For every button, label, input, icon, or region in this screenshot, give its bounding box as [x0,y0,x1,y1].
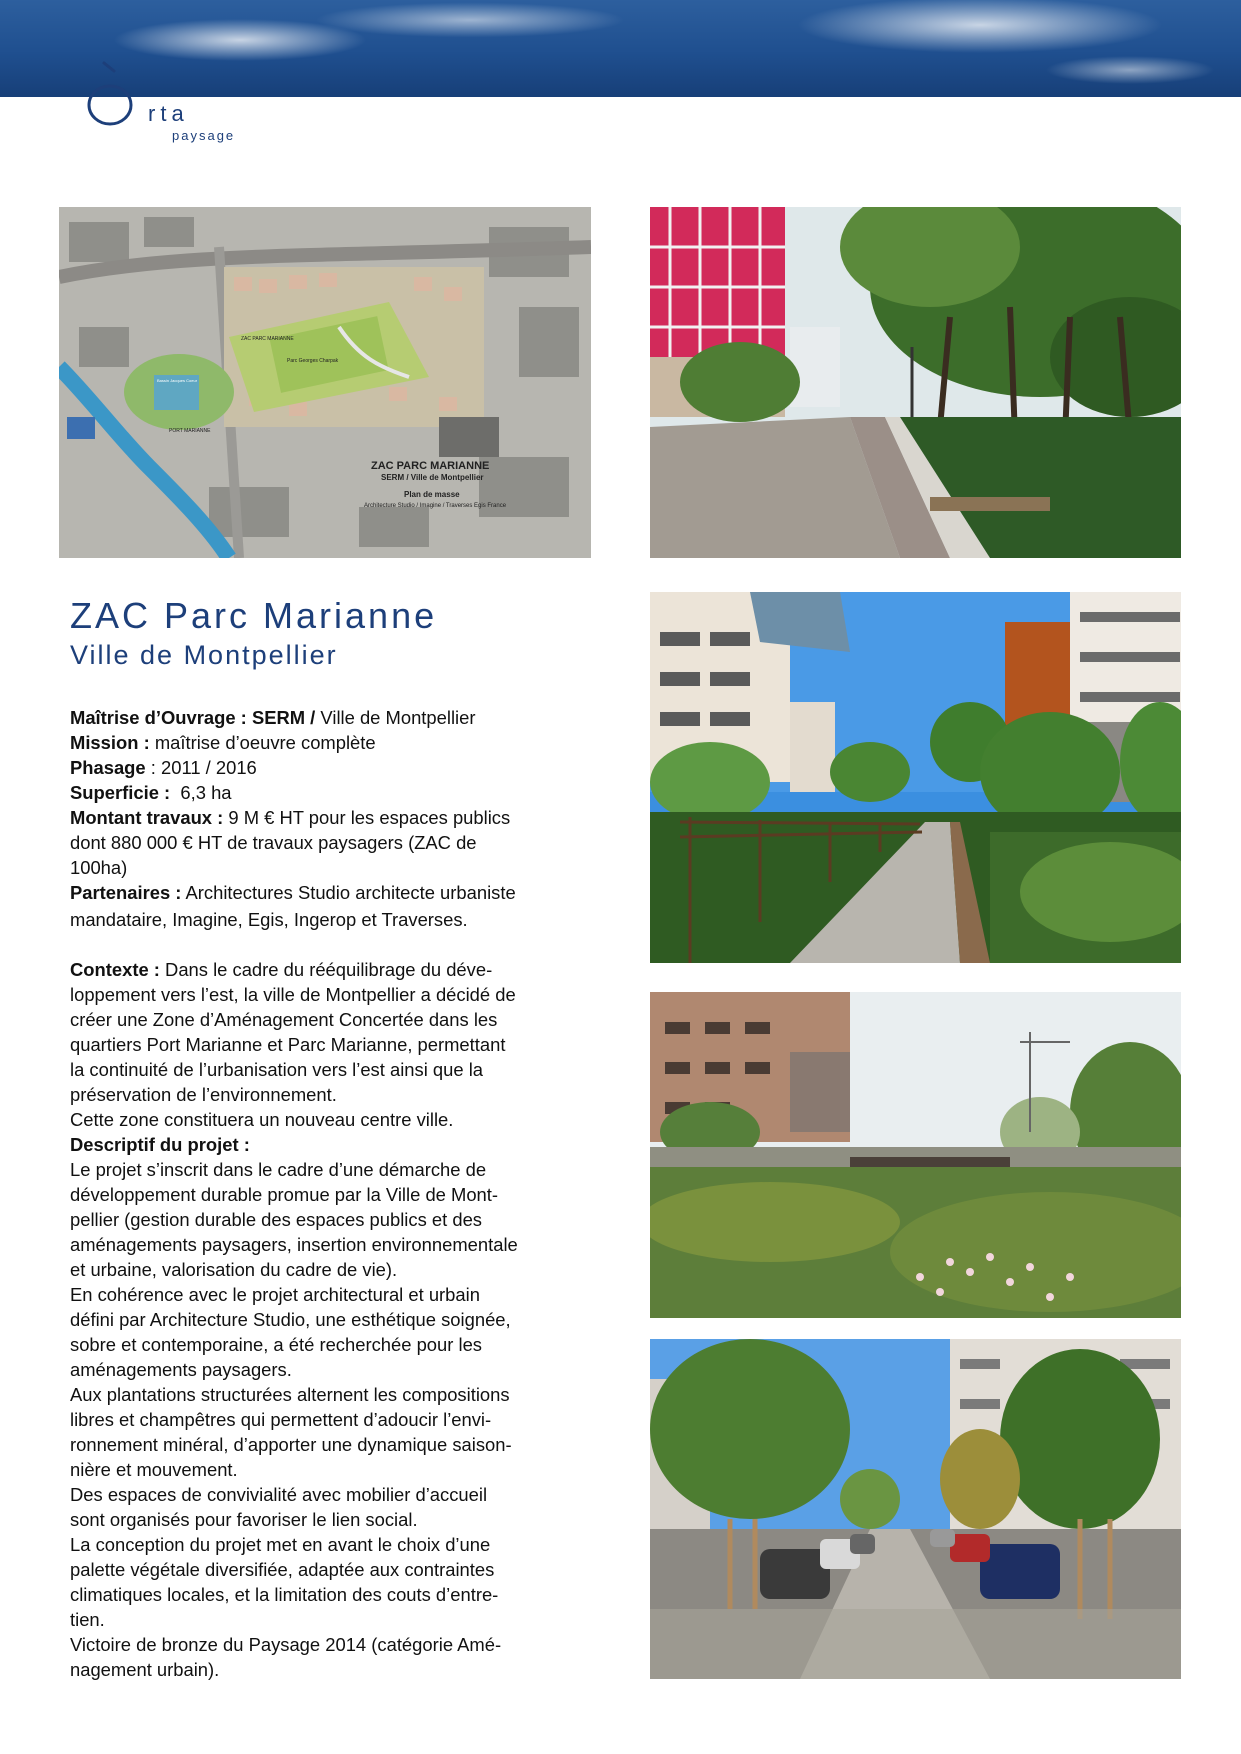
descriptif-line: nière et mouvement. [70,1459,238,1480]
contexte-line: quartiers Port Marianne et Parc Marianne, permettant [70,1034,506,1055]
fact-montant-value: 9 M € HT pour les espaces publics [228,807,511,828]
fact-montant-line3: 100ha) [70,857,128,878]
logo-word: rta [148,101,189,126]
photo-meadow-garden [650,992,1181,1318]
contexte-line: la continuité de l’urbanisation vers l’est ainsi que la [70,1059,484,1080]
plan-park-label: Parc Georges Charpak [287,358,339,364]
descriptif-line: ronnement minéral, d’apporter une dynamique saison- [70,1434,512,1455]
descriptif-line: climatiques locales, et la limitation des couts d’entre- [70,1584,499,1605]
descriptif-line: Aux plantations structurées alternent les compositions [70,1384,510,1405]
contexte-line: créer une Zone d’Aménagement Concertée dans les [70,1009,498,1030]
plan-port-label: PORT MARIANNE [169,428,211,434]
fact-montant-line2: dont 880 000 € HT de travaux paysagers (ZAC de [70,832,477,853]
fact-partenaires-line2: mandataire, Imagine, Egis, Ingerop et Traverses. [70,909,468,930]
descriptif-line: Victoire de bronze du Paysage 2014 (catégorie Amé- [70,1634,502,1655]
plan-title-label: ZAC PARC MARIANNE [371,460,490,472]
master-plan-image [59,207,591,558]
descriptif-line: nagement urbain). [70,1659,220,1680]
descriptif-line: défini par Architecture Studio, une esthétique soignée, [70,1309,511,1330]
fact-maitrise-value: Ville de Montpellier [320,707,476,728]
fact-montant [70,805,590,830]
contexte-first-line [70,957,590,982]
plan-type-label: Plan de masse [404,490,460,499]
contexte-line: loppement vers l’est, la ville de Montpellier a décidé de [70,984,516,1005]
descriptif-line: aménagements paysagers. [70,1359,292,1380]
fact-maitrise [70,705,590,730]
fact-superficie-label: Superficie : [70,782,171,803]
plan-client-label: SERM / Ville de Montpellier [381,473,484,482]
descriptif-line: palette végétale diversifiée, adaptée aux contraintes [70,1559,495,1580]
fact-mission-label: Mission : [70,732,150,753]
fact-phasage-value: : 2011 / 2016 [150,757,257,778]
fact-phasage [70,755,590,780]
descriptif-line: sobre et contemporaine, a été recherchée pour les [70,1334,482,1355]
fact-partenaires [70,880,590,905]
descriptif-line: aménagements paysagers, insertion environnementale [70,1234,518,1255]
descriptif-line: libres et champêtres qui permettent d’adoucir l’envi- [70,1409,492,1430]
fact-montant-label: Montant travaux : [70,807,224,828]
descriptif-line: et urbaine, valorisation du cadre de vie). [70,1259,398,1280]
contexte-line: Cette zone constituera un nouveau centre ville. [70,1109,454,1130]
contexte-first: Dans le cadre du rééquilibrage du déve- [165,959,493,980]
descriptif-line: Des espaces de convivialité avec mobilier d’accueil [70,1484,488,1505]
logo-o-mark [80,55,150,135]
plan-credits-label: Architecture Studio / Imagine / Traverses Egis France [364,503,507,509]
fact-partenaires-value: Architectures Studio architecte urbaniste [185,882,516,903]
project-subtitle: Ville de Montpellier [70,640,338,670]
photo-wooden-footbridge [650,592,1181,963]
fact-superficie [70,780,590,805]
descriptif-line: sont organisés pour favoriser le lien social. [70,1509,418,1530]
plan-basin-label: Bassin Jacques Coeur [157,378,198,383]
fact-phasage-label: Phasage [70,757,146,778]
project-description [70,705,590,1682]
photo-street-parked-cars [650,1339,1181,1679]
fact-maitrise-label: Maîtrise d’Ouvrage : [70,707,247,728]
fact-mission [70,730,590,755]
descriptif-line: tien. [70,1609,105,1630]
descriptif-label-text: Descriptif du projet : [70,1134,250,1155]
descriptif-line: La conception du projet met en avant le choix d’une [70,1534,491,1555]
descriptif-label [70,1132,590,1157]
descriptif-line: En cohérence avec le projet architectural et urbain [70,1284,480,1305]
fact-superficie-value: 6,3 ha [180,782,232,803]
descriptif-line: pellier (gestion durable des espaces publics et des [70,1209,482,1230]
fact-partenaires-label: Partenaires : [70,882,182,903]
descriptif-line: développement durable promue par la Ville de Mont- [70,1184,499,1205]
contexte-label: Contexte : [70,959,160,980]
project-title: ZAC Parc Marianne [70,595,438,636]
descriptif-line: Le projet s’inscrit dans le cadre d’une démarche de [70,1159,487,1180]
contexte-line: préservation de l’environnement. [70,1084,337,1105]
orta-paysage-logo [80,55,250,145]
photo-tree-avenue [650,207,1181,558]
logo-subtitle: paysage [172,128,236,143]
fact-maitrise-bold: SERM / [251,707,316,728]
fact-mission-value: maîtrise d’oeuvre complète [154,732,376,753]
plan-zac-label: ZAC PARC MARIANNE [241,336,294,342]
